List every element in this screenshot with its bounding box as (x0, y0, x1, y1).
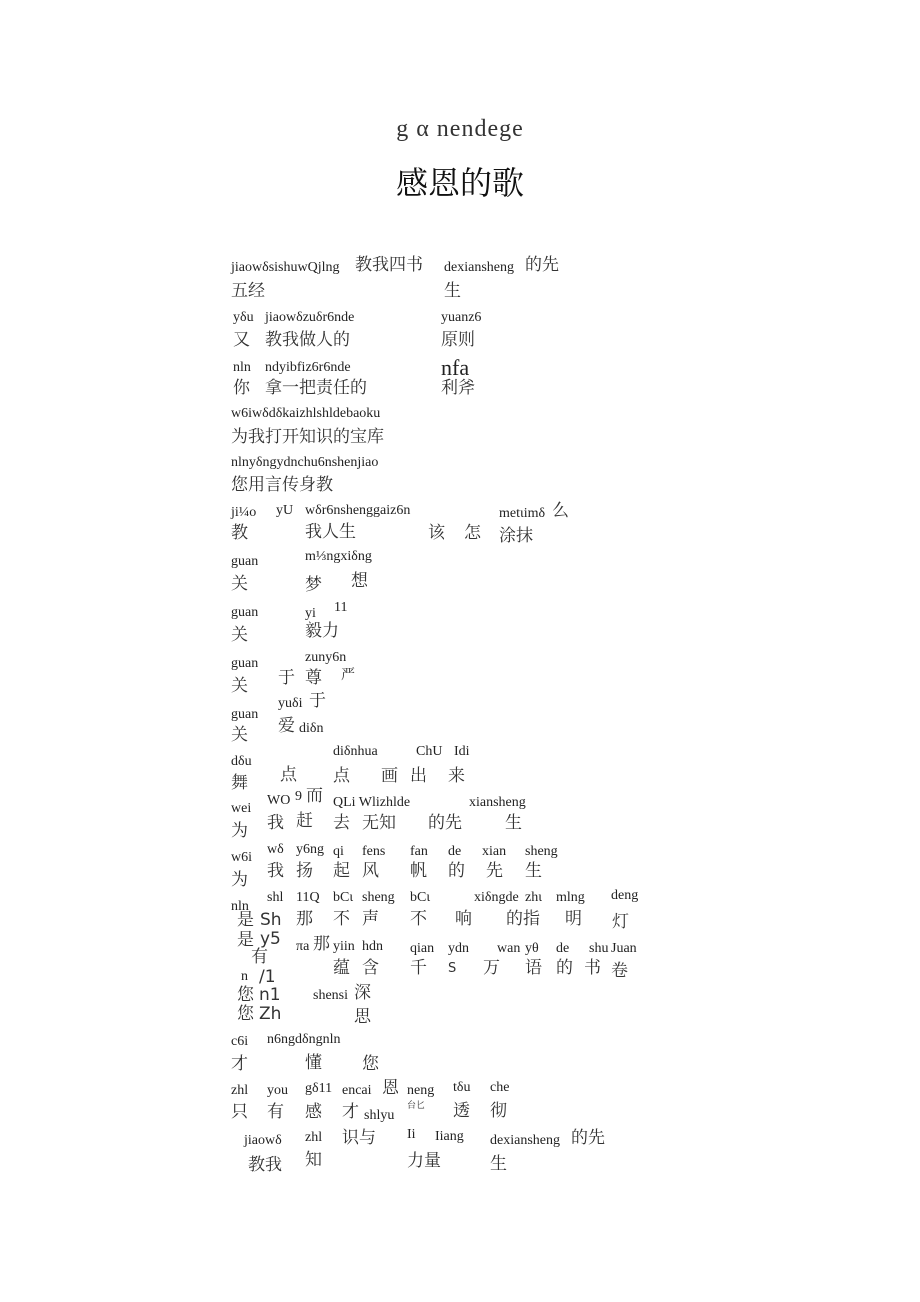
lyric-text: 又 (233, 330, 250, 350)
lyric-text: 恩 (382, 1078, 399, 1098)
lyric-text: 生 (505, 813, 522, 833)
lyric-pinyin: yi (305, 606, 316, 621)
lyric-text: 您 (362, 1054, 379, 1074)
lyric-text: 懂 (305, 1053, 322, 1073)
lyric-text: 我 (267, 861, 284, 881)
lyric-text: 么 (552, 501, 569, 521)
lyric-text: 声 (362, 909, 379, 929)
lyric-pinyin: che (490, 1080, 510, 1095)
lyric-text: 您 (237, 1004, 254, 1024)
lyric-text: 梦 (305, 575, 322, 595)
lyric-pinyin: c6i (231, 1034, 249, 1049)
lyric-pinyin: n (241, 969, 248, 984)
lyric-pinyin: encai (342, 1083, 372, 1098)
lyric-text: 是 (237, 930, 254, 950)
lyric-pinyin: shensi (313, 988, 348, 1003)
lyric-pinyin: y6ng (296, 842, 324, 857)
lyric-text: 关 (231, 676, 248, 696)
lyric-pinyin: bCι (410, 890, 431, 905)
lyric-pinyin: zhl (305, 1130, 323, 1145)
lyric-pinyin: neng (407, 1083, 435, 1098)
lyric-text: 只 (231, 1102, 248, 1122)
title-chinese: 感恩的歌 (395, 164, 524, 202)
lyric-text: 语 (525, 958, 542, 978)
lyric-pinyin: n6ngdδngnln (267, 1032, 341, 1047)
lyric-pinyin: w6iwδdδkaizhlshldebaoku (231, 406, 381, 421)
lyric-pinyin: xiansheng (469, 795, 526, 810)
lyric-text: n1 (259, 985, 281, 1005)
lyric-text: 教我做人的 (265, 330, 350, 350)
lyric-text: 怎 (464, 523, 481, 543)
lyric-pinyin: gδ11 (305, 1081, 333, 1096)
lyric-text: 关 (231, 625, 248, 645)
lyric-text: 的 (556, 958, 573, 978)
lyric-text: 有 (267, 1102, 284, 1122)
lyric-text: 涂抹 (499, 526, 533, 546)
lyric-text: S (448, 961, 457, 976)
lyric-pinyin: m⅓ngxiδng (305, 549, 372, 564)
lyric-text: Sh (260, 910, 282, 930)
lyric-pinyin: xian (482, 844, 507, 859)
lyric-text: 台匕 (407, 1101, 426, 1111)
lyric-text: 的先 (571, 1128, 605, 1148)
lyric-pinyin: nln (233, 360, 251, 375)
lyric-text: 去 (333, 813, 350, 833)
lyric-pinyin: bCι (333, 890, 354, 905)
lyric-pinyin: wan (497, 941, 521, 956)
lyric-text: 尊 (305, 668, 322, 688)
lyric-text: 教我 (248, 1155, 282, 1175)
lyric-pinyin: yiin (333, 939, 355, 954)
lyric-pinyin: ChU (416, 744, 443, 759)
lyric-pinyin: ndyibfiz6r6nde (265, 360, 351, 375)
lyric-text: 灯 (612, 912, 629, 932)
lyric-text: 关 (231, 725, 248, 745)
lyric-text: 才 (231, 1054, 248, 1074)
lyric-text: 响 (455, 909, 472, 929)
lyric-text: 为 (231, 870, 248, 890)
lyric-text: y5 (260, 929, 281, 949)
lyric-pinyin: guan (231, 605, 259, 620)
lyric-text: 舞 (231, 773, 248, 793)
lyric-text: 点 (333, 766, 350, 786)
lyric-text: 该 (428, 523, 445, 543)
lyric-text: 利斧 (441, 378, 475, 398)
lyric-pinyin: guan (231, 656, 259, 671)
lyric-text: 教 (231, 523, 248, 543)
lyric-pinyin: yuanz6 (441, 310, 482, 325)
lyric-text: 蕴 (333, 958, 350, 978)
lyric-text: 万 (483, 958, 500, 978)
lyric-pinyin: zhι (525, 890, 542, 905)
lyric-text: 是 (237, 910, 254, 930)
lyric-pinyin: qian (410, 941, 435, 956)
lyric-pinyin: xiδngde (474, 890, 519, 905)
lyric-pinyin: yθ (525, 941, 539, 956)
lyric-pinyin: fens (362, 844, 386, 859)
lyric-pinyin: dexiansheng (490, 1133, 560, 1148)
lyric-pinyin: shu (589, 941, 609, 956)
lyric-text: 为 (231, 821, 248, 841)
lyric-text: 起 (333, 861, 350, 881)
lyric-text: 毅力 (305, 621, 339, 641)
lyric-text: 不 (410, 909, 427, 929)
lyric-text: 深 (354, 983, 371, 1003)
lyric-pinyin: Juan (611, 941, 637, 956)
lyric-pinyin: nfa (441, 355, 470, 380)
lyric-text: 想 (351, 571, 368, 591)
lyric-pinyin: πa (296, 939, 310, 954)
lyric-text: 而 (306, 786, 323, 806)
lyric-pinyin: hdn (362, 939, 383, 954)
lyric-text: 生 (490, 1154, 507, 1174)
lyric-pinyin: tδu (453, 1080, 471, 1095)
lyric-pinyin: 9 (295, 789, 302, 804)
lyric-pinyin: WO (267, 793, 291, 808)
lyric-pinyin: dδu (231, 754, 252, 769)
lyric-pinyin: wδr6nshenggaiz6n (305, 503, 411, 518)
lyric-text: 出 (410, 766, 427, 786)
lyric-text: 我人生 (305, 522, 356, 542)
lyric-text: 原则 (441, 330, 475, 350)
lyric-text: 为我打开知识的宝库 (231, 427, 384, 447)
lyric-text: /1 (259, 967, 276, 987)
lyric-pinyin: shlyu (364, 1108, 395, 1123)
lyric-text: 的先 (428, 813, 462, 833)
lyric-pinyin: dexiansheng (444, 260, 514, 275)
lyric-text: 卷 (611, 961, 628, 981)
lyric-text: 那 (313, 934, 330, 954)
lyric-text: 于 (309, 691, 326, 711)
lyric-text: 先 (486, 861, 503, 881)
lyric-text: 明 (565, 909, 582, 929)
lyric-pinyin: you (267, 1083, 288, 1098)
lyric-pinyin: jiaowδzuδr6nde (265, 310, 355, 325)
lyric-pinyin: shl (267, 890, 284, 905)
lyric-text: 赶 (296, 811, 313, 831)
lyric-text: 有 (251, 947, 268, 967)
lyric-pinyin: mlng (556, 890, 585, 905)
lyric-pinyin: diδn (299, 721, 324, 736)
lyric-text: 拿一把责任的 (265, 378, 367, 398)
lyric-text: 识与 (342, 1128, 376, 1148)
lyric-pinyin: nlnyδngydnchu6nshenjiao (231, 455, 379, 470)
lyric-text: 扬 (296, 861, 313, 881)
lyric-text: 我 (267, 813, 284, 833)
lyric-pinyin: nln (231, 899, 249, 914)
lyric-pinyin: jiaowδsishuwQjlng (231, 260, 340, 275)
lyric-text: Zh (259, 1004, 282, 1024)
lyric-pinyin: yU (276, 503, 294, 518)
lyric-pinyin: guan (231, 554, 259, 569)
lyric-text: 那 (296, 909, 313, 929)
lyric-text: 的先 (525, 255, 559, 275)
lyric-pinyin: sheng (362, 890, 395, 905)
lyric-pinyin: deng (611, 888, 639, 903)
lyric-text: 生 (444, 281, 461, 301)
lyric-text: 教我四书 (355, 255, 423, 275)
lyric-pinyin: 11 (334, 600, 348, 615)
lyric-pinyin: Ii (407, 1127, 416, 1142)
lyric-text: 思 (354, 1007, 371, 1027)
lyric-text: 严 (341, 667, 355, 683)
lyric-pinyin: 11Q (296, 890, 320, 905)
lyric-text: 透 (453, 1101, 470, 1121)
lyric-pinyin: guan (231, 707, 259, 722)
lyric-text: 才 (342, 1102, 359, 1122)
lyric-text: 彻 (490, 1101, 507, 1121)
lyric-text: 知 (305, 1150, 322, 1170)
lyric-pinyin: w6i (231, 850, 252, 865)
lyric-text: 关 (231, 574, 248, 594)
lyric-text: 爱 (278, 716, 295, 736)
lyric-text: 于 (278, 668, 295, 688)
lyric-pinyin: zuny6n (305, 650, 347, 665)
lyric-text: 的 (448, 861, 465, 881)
lyric-pinyin: wδ (267, 842, 284, 857)
lyric-text: 您 (237, 985, 254, 1005)
lyric-pinyin: yδu (233, 310, 254, 325)
lyric-pinyin: de (448, 844, 462, 859)
lyric-text: 含 (362, 958, 379, 978)
lyric-text: 无知 (362, 813, 396, 833)
lyric-text: 书 (584, 958, 601, 978)
lyric-text: 五经 (231, 281, 265, 301)
lyric-text: 帆 (410, 861, 427, 881)
lyric-text: 力量 (407, 1151, 441, 1171)
lyric-text: 生 (525, 861, 542, 881)
lyric-pinyin: jiaowδ (244, 1133, 282, 1148)
lyric-pinyin: QLi Wlizhlde (333, 795, 411, 810)
lyric-text: 的指 (506, 909, 540, 929)
lyric-text: 您用言传身教 (231, 475, 333, 495)
lyric-pinyin: metιimδ (499, 506, 546, 521)
lyric-pinyin: zhl (231, 1083, 249, 1098)
lyric-text: 风 (362, 861, 379, 881)
lyric-pinyin: wei (231, 801, 252, 816)
lyric-pinyin: de (556, 941, 570, 956)
lyric-pinyin: fan (410, 844, 428, 859)
lyric-pinyin: Idi (454, 744, 470, 759)
lyric-pinyin: sheng (525, 844, 558, 859)
lyric-text: 画 (381, 766, 398, 786)
lyric-text: 不 (333, 909, 350, 929)
lyric-pinyin: ji¼o (231, 505, 257, 520)
lyric-text: 千 (410, 958, 427, 978)
lyric-text: 点 (280, 765, 297, 785)
title-pinyin: g α nendege (396, 116, 524, 142)
lyric-pinyin: Iiang (435, 1129, 464, 1144)
lyric-text: 感 (305, 1102, 322, 1122)
lyric-pinyin: qi (333, 844, 344, 859)
lyric-text: 你 (233, 378, 250, 398)
lyric-pinyin: ydn (448, 941, 469, 956)
lyric-pinyin: yuδi (278, 696, 303, 711)
lyric-pinyin: diδnhua (333, 744, 378, 759)
lyric-text: 来 (448, 766, 465, 786)
